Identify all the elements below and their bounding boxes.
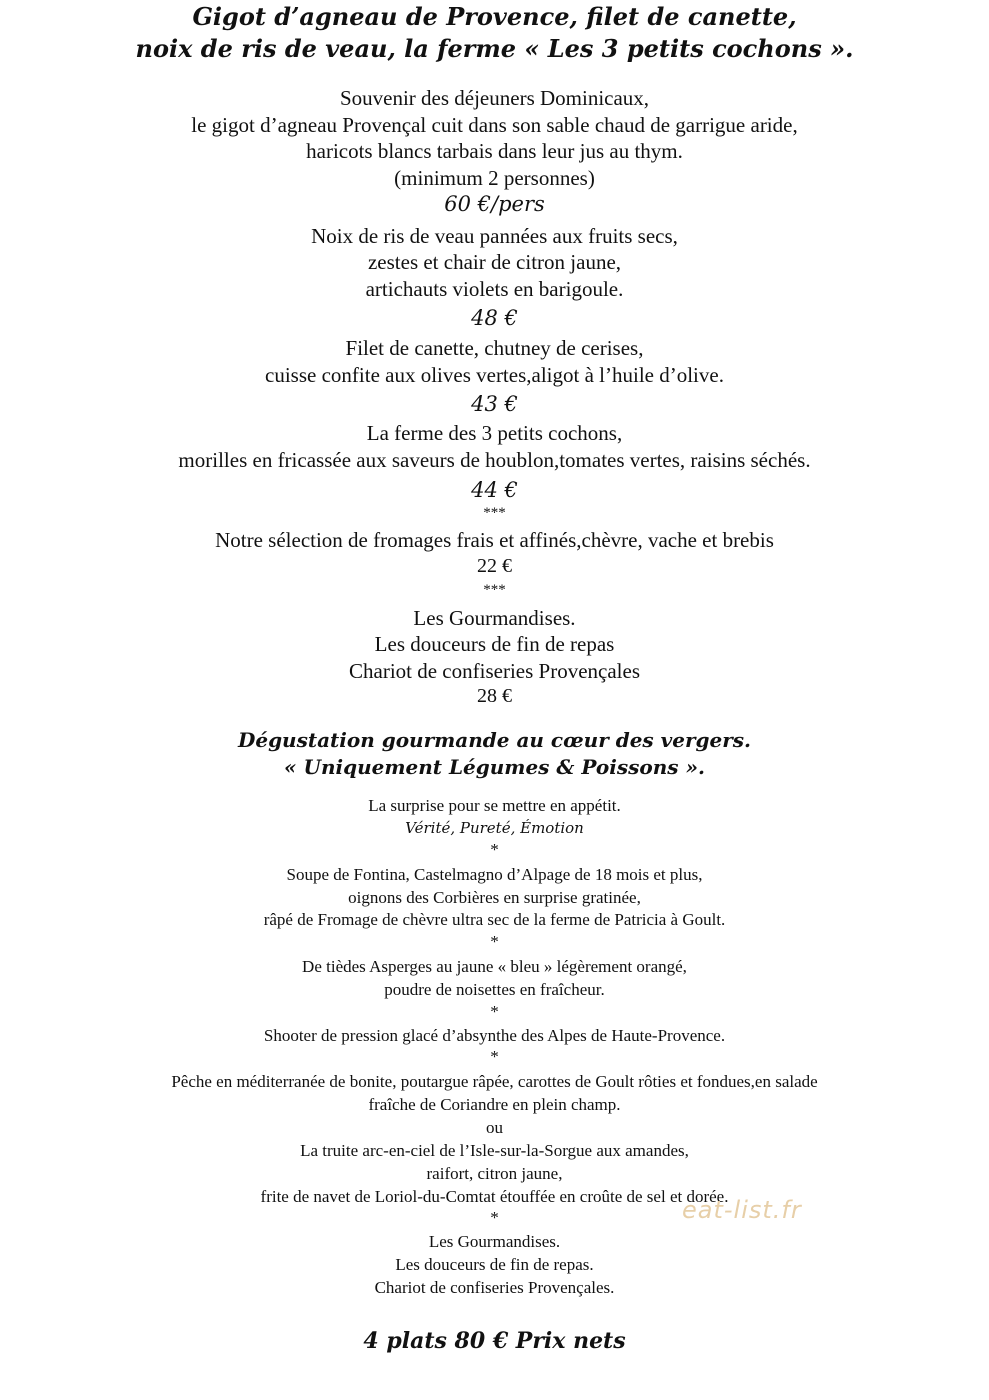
degustation-price-footer: 4 plats 80 € Prix nets [363,1328,626,1354]
degustation-gourmandises-line-1: Les Gourmandises. [428,1232,561,1251]
fromages-line-1: Notre sélection de fromages frais et affinés,chèvre, vache et brebis [215,528,774,552]
degustation-gourmandises-line-3: Chariot de confiseries Provençales. [374,1278,615,1297]
menu-title-line-2: noix de ris de veau, la ferme « Les 3 petits cochons ». [135,34,854,63]
gourmandises-price: 28 € [477,685,512,707]
canette-price: 43 € [471,392,518,416]
gourmandises-line-2: Les douceurs de fin de repas [374,632,615,656]
ris-line-3: artichauts violets en barigoule. [365,277,624,301]
course-separator: * [490,932,499,951]
fromages-price: 22 € [477,555,512,577]
gigot-price: 60 €/pers [444,192,545,216]
ou-label: ou [486,1118,503,1137]
cochons-line-2: morilles en fricassée aux saveurs de houblon,tomates vertes, raisins séchés. [178,448,811,472]
degustation-gourmandises-line-2: Les douceurs de fin de repas. [395,1255,594,1274]
canette-line-2: cuisse confite aux olives vertes,aligot à l’huile d’olive. [265,363,724,387]
gigot-line-1: Souvenir des déjeuners Dominicaux, [339,86,650,110]
peche-line-1: Pêche en méditerranée de bonite, poutargue râpée, carottes de Goult rôties et fondues,en salade [171,1072,818,1091]
degustation-title-line-1: Dégustation gourmande au cœur des vergers. [238,728,751,752]
course-separator: * [490,1047,499,1066]
surprise-line-2: Vérité, Pureté, Émotion [405,819,584,837]
menu-title-line-1: Gigot d’agneau de Provence, filet de canette, [192,2,797,31]
course-separator: * [490,1002,499,1021]
gourmandises-line-3: Chariot de confiseries Provençales [349,659,640,683]
ris-line-2: zestes et chair de citron jaune, [367,250,622,274]
truite-line-1: La truite arc-en-ciel de l’Isle-sur-la-Sorgue aux amandes, [300,1141,689,1160]
asperges-line-2: poudre de noisettes en fraîcheur. [384,980,605,999]
course-separator: * [490,840,499,859]
cochons-price: 44 € [471,478,518,502]
degustation-title-line-2: « Uniquement Légumes & Poissons ». [284,755,705,779]
gigot-line-4: (minimum 2 personnes) [394,166,595,190]
course-separator: * [490,1208,499,1227]
peche-line-2: fraîche de Coriandre en plein champ. [368,1095,621,1114]
ris-price: 48 € [471,306,518,330]
gourmandises-line-1: Les Gourmandises. [413,606,576,630]
ris-line-1: Noix de ris de veau pannées aux fruits secs, [311,224,678,248]
separator-stars: *** [483,582,506,598]
soupe-line-2: oignons des Corbières en surprise gratinée, [348,888,641,907]
soupe-line-3: râpé de Fromage de chèvre ultra sec de la ferme de Patricia à Goult. [263,910,726,929]
asperges-line-1: De tièdes Asperges au jaune « bleu » légèrement orangé, [302,957,687,976]
surprise-line-1: La surprise pour se mettre en appétit. [368,796,621,815]
cochons-line-1: La ferme des 3 petits cochons, [366,421,623,445]
watermark-logo: eat-list.fr [682,1196,802,1224]
truite-line-3: frite de navet de Loriol-du-Comtat étouffée en croûte de sel et dorée. [260,1187,729,1206]
truite-line-2: raifort, citron jaune, [426,1164,563,1183]
gigot-line-3: haricots blancs tarbais dans leur jus au thym. [306,139,683,163]
gigot-line-2: le gigot d’agneau Provençal cuit dans son sable chaud de garrigue aride, [191,113,798,137]
canette-line-1: Filet de canette, chutney de cerises, [345,336,644,360]
separator-stars: *** [483,505,506,521]
shooter-line-1: Shooter de pression glacé d’absynthe des Alpes de Haute-Provence. [263,1026,726,1045]
soupe-line-1: Soupe de Fontina, Castelmagno d’Alpage de 18 mois et plus, [286,865,703,884]
